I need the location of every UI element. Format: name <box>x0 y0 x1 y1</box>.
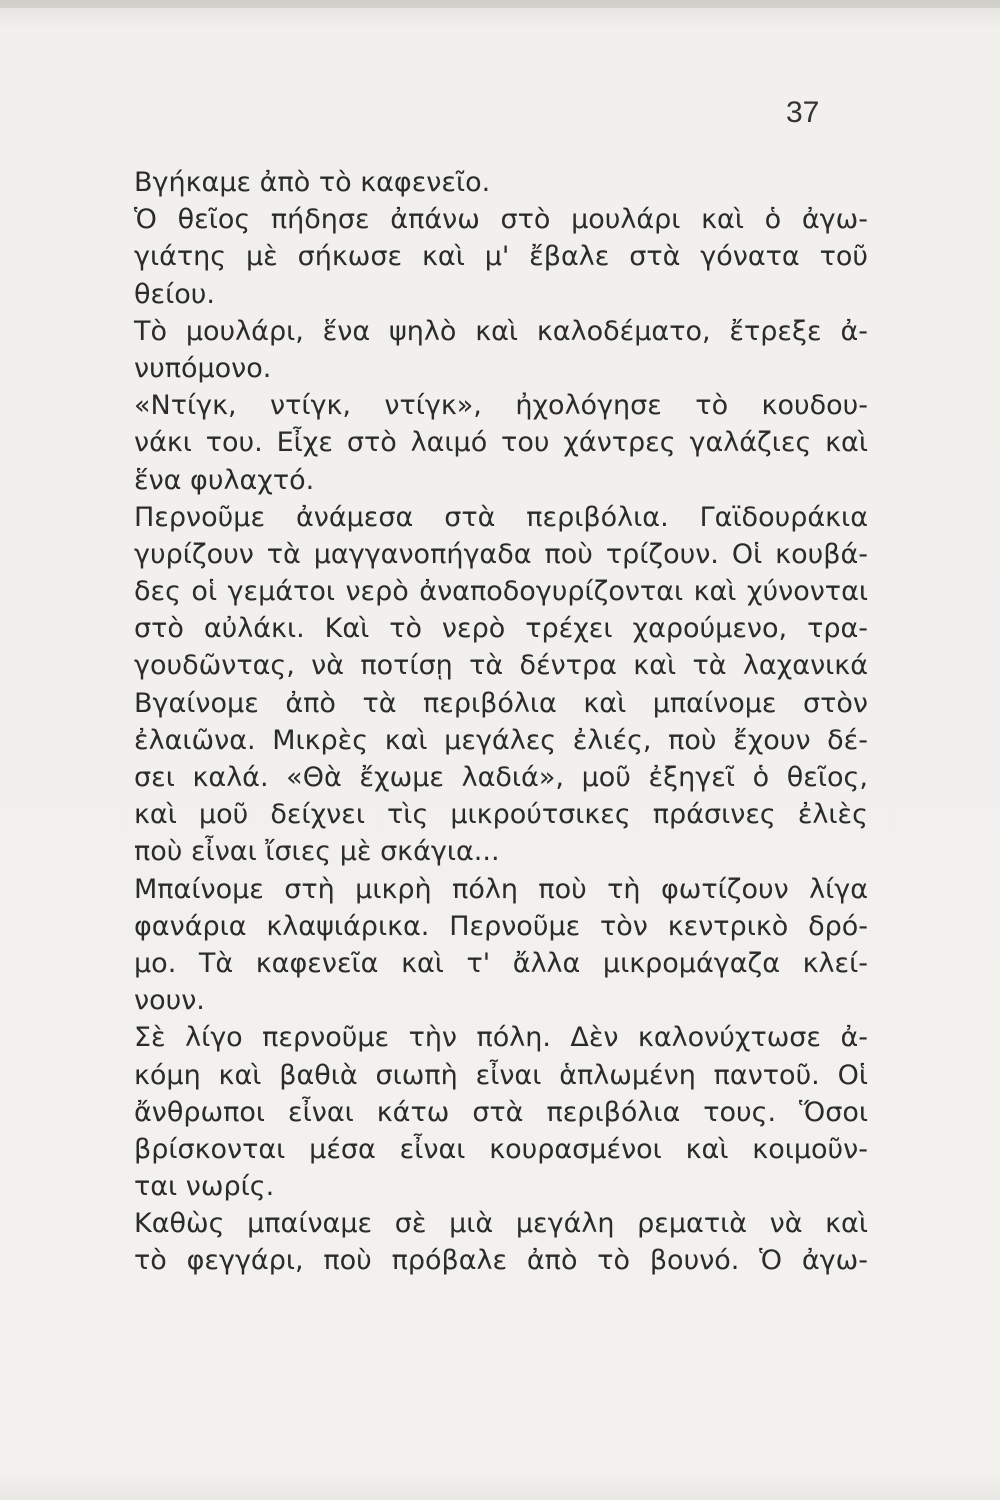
text-line: ποὺ εἶναι ἴσιες μὲ σκάγια... <box>134 836 500 868</box>
text-line: Βγαίνομε ἀπὸ τὰ περιβόλια καὶ μπαίνομε στὸν <box>134 687 868 719</box>
text-line: νουν. <box>134 985 205 1017</box>
text-line: τὸ φεγγάρι, ποὺ πρόβαλε ἀπὸ τὸ βουνό. Ὁ ἀγω- <box>134 1245 868 1277</box>
text-line: σει καλά. «Θὰ ἔχωμε λαδιά», μοῦ ἐξηγεῖ ὁ θεῖος, <box>134 762 868 793</box>
text-line: δες οἱ γεμάτοι νερὸ ἀναποδογυρίζονται καὶ χύνονται <box>134 576 868 608</box>
text-line: βρίσκονται μέσα εἶναι κουρασμένοι καὶ κοιμοῦν- <box>134 1133 868 1165</box>
text-line: φανάρια κλαψιάρικα. Περνοῦμε τὸν κεντρικὸ δρό- <box>134 910 868 942</box>
text-line: ἕνα φυλαχτό. <box>134 464 315 496</box>
text-line: Καθὼς μπαίναμε σὲ μιὰ μεγάλη ρεματιὰ νὰ καὶ <box>134 1208 868 1240</box>
text-line: Βγήκαμε ἀπὸ τὸ καφενεῖο. <box>134 167 491 198</box>
text-line: ἄνθρωποι εἶναι κάτω στὰ περιβόλια τους. Ὅσοι <box>134 1096 868 1128</box>
text-line: κόμη καὶ βαθιὰ σιωπὴ εἶναι ἁπλωμένη παντοῦ. Οἱ <box>134 1059 868 1091</box>
text-line: νάκι του. Εἶχε στὸ λαιμό του χάντρες γαλάζιες καὶ <box>134 427 868 459</box>
text-line: Περνοῦμε ἀνάμεσα στὰ περιβόλια. Γαϊδουράκια <box>134 501 868 533</box>
text-line: Μπαίνομε στὴ μικρὴ πόλη ποὺ τὴ φωτίζουν λίγα <box>134 873 868 905</box>
text-line: γυρίζουν τὰ μαγγανοπήγαδα ποὺ τρίζουν. Οἱ κουβά- <box>134 538 868 570</box>
body-text <box>134 164 868 1280</box>
text-line: γουδῶντας, νὰ ποτίσῃ τὰ δέντρα καὶ τὰ λαχανικά <box>134 650 868 682</box>
page-number: 37 <box>786 96 820 129</box>
text-line: «Ντίγκ, ντίγκ, ντίγκ», ἠχολόγησε τὸ κουδου- <box>134 390 868 422</box>
text-line: Τὸ μουλάρι, ἕνα ψηλὸ καὶ καλοδέματο, ἔτρεξε ἀ- <box>134 315 868 347</box>
text-line: ἐλαιῶνα. Μικρὲς καὶ μεγάλες ἐλιές, ποὺ ἔχουν δέ- <box>134 724 868 756</box>
page-top-edge <box>0 0 1000 8</box>
text-line: μο. Τὰ καφενεῖα καὶ τ' ἄλλα μικρομάγαζα κλεί- <box>134 947 868 979</box>
text-line: θείου. <box>134 278 215 310</box>
text-line: καὶ μοῦ δείχνει τὶς μικρούτσικες πράσινες ἐλιὲς <box>134 799 868 831</box>
text-line: νυπόμονο. <box>134 352 272 384</box>
text-line: γιάτης μὲ σήκωσε καὶ μ' ἔβαλε στὰ γόνατα τοῦ <box>134 241 868 273</box>
text-line: Σὲ λίγο περνοῦμε τὴν πόλη. Δὲν καλονύχτωσε ἀ- <box>134 1022 868 1054</box>
text-line: ται νωρίς. <box>134 1171 275 1203</box>
text-line: στὸ αὐλάκι. Καὶ τὸ νερὸ τρέχει χαρούμενο, τρα- <box>134 613 868 645</box>
text-line: Ὁ θεῖος πήδησε ἀπάνω στὸ μουλάρι καὶ ὁ ἀγω- <box>134 204 868 236</box>
